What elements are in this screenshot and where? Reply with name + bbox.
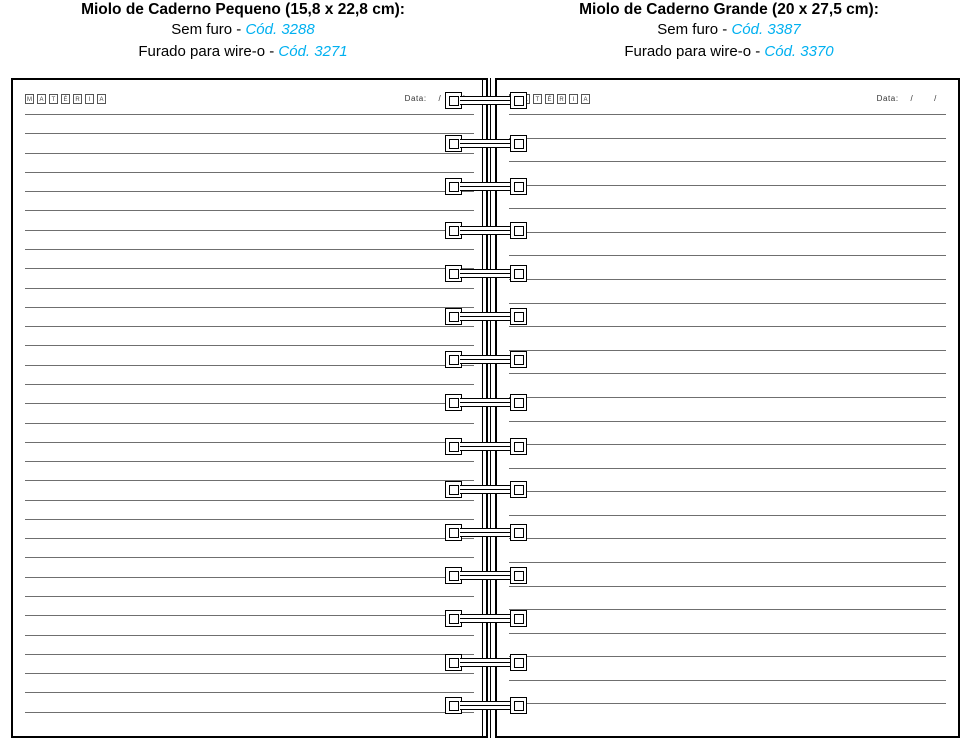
wire-o-loop-bar xyxy=(460,312,512,321)
page-right-content xyxy=(509,94,946,726)
wire-o-loop-bar xyxy=(460,269,512,278)
wire-o-loop-cap-left-inner xyxy=(449,485,459,495)
wire-o-loop xyxy=(445,481,527,498)
wire-o-loop-cap-left-inner xyxy=(449,701,459,711)
wire-o-loop-cap-right xyxy=(510,394,527,411)
ruled-line xyxy=(509,703,946,704)
large-notebook-title: Miolo de Caderno Grande (20 x 27,5 cm): xyxy=(579,1,879,18)
small-notebook-line-2-label: Furado para wire-o - xyxy=(138,43,279,60)
wire-o-loop-cap-left-inner xyxy=(449,614,459,624)
large-notebook-code-1: Cód. 3387 xyxy=(731,21,801,38)
wire-o-binding xyxy=(440,78,532,738)
wire-o-loop-cap-right-inner xyxy=(514,226,524,236)
ruled-line xyxy=(25,153,474,154)
wire-o-loop xyxy=(445,92,527,109)
ruled-line xyxy=(25,191,474,192)
subject-letter-box: A xyxy=(581,94,590,104)
wire-o-loop-cap-right-inner xyxy=(514,269,524,279)
wire-o-loop-cap-right xyxy=(510,265,527,282)
wire-o-loop-bar xyxy=(460,139,512,148)
ruled-line xyxy=(509,491,946,492)
ruled-line xyxy=(25,172,474,173)
wire-o-loop-cap-left-inner xyxy=(449,139,459,149)
ruled-line xyxy=(25,307,474,308)
wire-o-loop-cap-right-inner xyxy=(514,312,524,322)
ruled-line xyxy=(509,208,946,209)
wire-o-loop-cap-right-inner xyxy=(514,398,524,408)
ruled-line xyxy=(509,350,946,351)
page-left-content xyxy=(25,94,474,726)
ruled-line xyxy=(509,255,946,256)
small-notebook-code-2: Cód. 3271 xyxy=(278,43,348,60)
ruled-line xyxy=(25,345,474,346)
wire-o-loop xyxy=(445,524,527,541)
wire-o-loop xyxy=(445,610,527,627)
ruled-line xyxy=(509,562,946,563)
header-column-large-notebook xyxy=(486,0,972,78)
ruled-line xyxy=(509,373,946,374)
subject-letter-box: R xyxy=(557,94,566,104)
page-right-sheet-header xyxy=(509,94,946,112)
ruled-line xyxy=(509,397,946,398)
subject-letter-box: É xyxy=(545,94,554,104)
wire-o-loop-cap-left-inner xyxy=(449,398,459,408)
wire-o-loop-cap-right-inner xyxy=(514,96,524,106)
ruled-line xyxy=(25,615,474,616)
small-notebook-title: Miolo de Caderno Pequeno (15,8 x 22,8 cm): xyxy=(81,1,405,18)
ruled-line xyxy=(25,384,474,385)
ruled-line xyxy=(509,279,946,280)
wire-o-loop-cap-right xyxy=(510,438,527,455)
subject-letter-box: T xyxy=(49,94,58,104)
ruled-line xyxy=(25,114,474,115)
notebook-page-left xyxy=(11,78,488,738)
wire-o-loop-cap-left-inner xyxy=(449,571,459,581)
wire-o-loop-cap-left-inner xyxy=(449,528,459,538)
wire-o-loop-cap-right-inner xyxy=(514,355,524,365)
wire-o-loop-bar xyxy=(460,571,512,580)
ruled-line xyxy=(509,609,946,610)
ruled-line xyxy=(25,712,474,713)
ruled-line xyxy=(25,480,474,481)
header-column-small-notebook xyxy=(0,0,486,78)
page-right-date-label: Data: xyxy=(876,94,899,103)
ruled-line xyxy=(25,500,474,501)
wire-o-loop-cap-left-inner xyxy=(449,269,459,279)
wire-o-loop xyxy=(445,178,527,195)
wire-o-loop-cap-right xyxy=(510,135,527,152)
wire-o-loop-bar xyxy=(460,485,512,494)
wire-o-loop-cap-right-inner xyxy=(514,701,524,711)
wire-o-loop-cap-right-inner xyxy=(514,139,524,149)
ruled-line xyxy=(509,515,946,516)
wire-o-loop xyxy=(445,222,527,239)
ruled-line xyxy=(25,210,474,211)
wire-o-loop-cap-right xyxy=(510,654,527,671)
large-notebook-code-2: Cód. 3370 xyxy=(764,43,834,60)
wire-o-loop-cap-right xyxy=(510,567,527,584)
ruled-line xyxy=(25,288,474,289)
ruled-line xyxy=(25,673,474,674)
ruled-line xyxy=(25,326,474,327)
ruled-line xyxy=(25,442,474,443)
notebook-spread xyxy=(0,78,972,738)
wire-o-loop-cap-right xyxy=(510,481,527,498)
ruled-line xyxy=(25,365,474,366)
wire-o-loop xyxy=(445,351,527,368)
subject-letter-box: A xyxy=(97,94,106,104)
small-notebook-code-1: Cód. 3288 xyxy=(245,21,315,38)
small-notebook-line-1-label: Sem furo - xyxy=(171,21,246,38)
wire-o-loop xyxy=(445,135,527,152)
wire-o-loop-cap-right-inner xyxy=(514,614,524,624)
wire-o-loop-cap-left-inner xyxy=(449,658,459,668)
ruled-line xyxy=(25,403,474,404)
wire-o-loop xyxy=(445,265,527,282)
wire-o-loop-cap-left-inner xyxy=(449,182,459,192)
wire-o-loop-bar xyxy=(460,398,512,407)
ruled-line xyxy=(25,538,474,539)
wire-o-loop-cap-right-inner xyxy=(514,658,524,668)
wire-o-loop xyxy=(445,654,527,671)
wire-o-loop-bar xyxy=(460,182,512,191)
subject-letter-box: I xyxy=(85,94,94,104)
large-notebook-line-2-label: Furado para wire-o - xyxy=(624,43,765,60)
wire-o-loop-cap-left-inner xyxy=(449,96,459,106)
ruled-line xyxy=(509,232,946,233)
wire-o-loop-cap-right xyxy=(510,308,527,325)
wire-o-loop-cap-right-inner xyxy=(514,528,524,538)
page-left-ruled-lines xyxy=(25,114,474,726)
wire-o-loop xyxy=(445,697,527,714)
ruled-line xyxy=(509,303,946,304)
wire-o-loop-cap-right-inner xyxy=(514,442,524,452)
page-right-date-slash-1: / xyxy=(910,94,914,103)
ruled-line xyxy=(509,633,946,634)
ruled-line xyxy=(509,114,946,115)
subject-letter-box: R xyxy=(73,94,82,104)
page-right-date-slash-2: / xyxy=(934,94,937,103)
header xyxy=(0,0,972,78)
wire-o-loop-cap-right-inner xyxy=(514,571,524,581)
ruled-line xyxy=(25,692,474,693)
notebook-page-right xyxy=(495,78,960,738)
ruled-line xyxy=(25,423,474,424)
ruled-line xyxy=(25,557,474,558)
wire-o-loop-bar xyxy=(460,96,512,105)
subject-letter-box: M xyxy=(25,94,34,104)
wire-o-loop-cap-right xyxy=(510,610,527,627)
ruled-line xyxy=(509,538,946,539)
wire-o-loop xyxy=(445,438,527,455)
wire-o-loop-cap-right xyxy=(510,222,527,239)
page-left-sheet-header xyxy=(25,94,474,112)
large-notebook-line-1-label: Sem furo - xyxy=(657,21,732,38)
wire-o-loop-cap-right-inner xyxy=(514,485,524,495)
ruled-line xyxy=(25,577,474,578)
wire-o-loop-bar xyxy=(460,528,512,537)
large-notebook-line-2 xyxy=(486,41,972,63)
wire-o-loop-cap-left-inner xyxy=(449,226,459,236)
ruled-line xyxy=(25,596,474,597)
subject-letter-box: T xyxy=(533,94,542,104)
ruled-line xyxy=(509,680,946,681)
ruled-line xyxy=(509,586,946,587)
wire-o-loop-cap-left-inner xyxy=(449,442,459,452)
wire-o-loop-cap-right xyxy=(510,524,527,541)
ruled-line xyxy=(509,138,946,139)
small-notebook-line-1 xyxy=(0,19,486,41)
ruled-line xyxy=(25,654,474,655)
ruled-line xyxy=(25,519,474,520)
ruled-line xyxy=(509,421,946,422)
ruled-line xyxy=(25,230,474,231)
ruled-line xyxy=(25,461,474,462)
wire-o-loop-bar xyxy=(460,355,512,364)
wire-o-loop-cap-right xyxy=(510,92,527,109)
page-left-date-label: Data: xyxy=(404,94,427,103)
large-notebook-line-1 xyxy=(486,19,972,41)
ruled-line xyxy=(25,268,474,269)
ruled-line xyxy=(509,468,946,469)
subject-letter-box: I xyxy=(569,94,578,104)
wire-o-loop-cap-left-inner xyxy=(449,312,459,322)
ruled-line xyxy=(25,249,474,250)
wire-o-loop-bar xyxy=(460,658,512,667)
subject-letter-box: A xyxy=(37,94,46,104)
page-left-subject-boxes xyxy=(25,94,106,104)
ruled-line xyxy=(509,656,946,657)
wire-o-loop-bar xyxy=(460,701,512,710)
wire-o-loop-cap-right xyxy=(510,178,527,195)
page-left-date-slash-1: / xyxy=(438,94,442,103)
wire-o-loop-bar xyxy=(460,614,512,623)
page-right-date-field xyxy=(877,94,946,103)
wire-o-loop-cap-left-inner xyxy=(449,355,459,365)
wire-o-loop-cap-right xyxy=(510,697,527,714)
wire-o-loop-bar xyxy=(460,226,512,235)
subject-letter-box: É xyxy=(61,94,70,104)
ruled-line xyxy=(509,185,946,186)
ruled-line xyxy=(509,444,946,445)
ruled-line xyxy=(25,635,474,636)
ruled-line xyxy=(509,161,946,162)
page-right-ruled-lines xyxy=(509,114,946,726)
wire-o-loop xyxy=(445,394,527,411)
ruled-line xyxy=(25,133,474,134)
wire-o-loop-cap-right-inner xyxy=(514,182,524,192)
wire-o-loop xyxy=(445,567,527,584)
wire-o-loop-cap-right xyxy=(510,351,527,368)
small-notebook-line-2 xyxy=(0,41,486,63)
ruled-line xyxy=(509,326,946,327)
wire-o-loop xyxy=(445,308,527,325)
wire-o-loop-bar xyxy=(460,442,512,451)
